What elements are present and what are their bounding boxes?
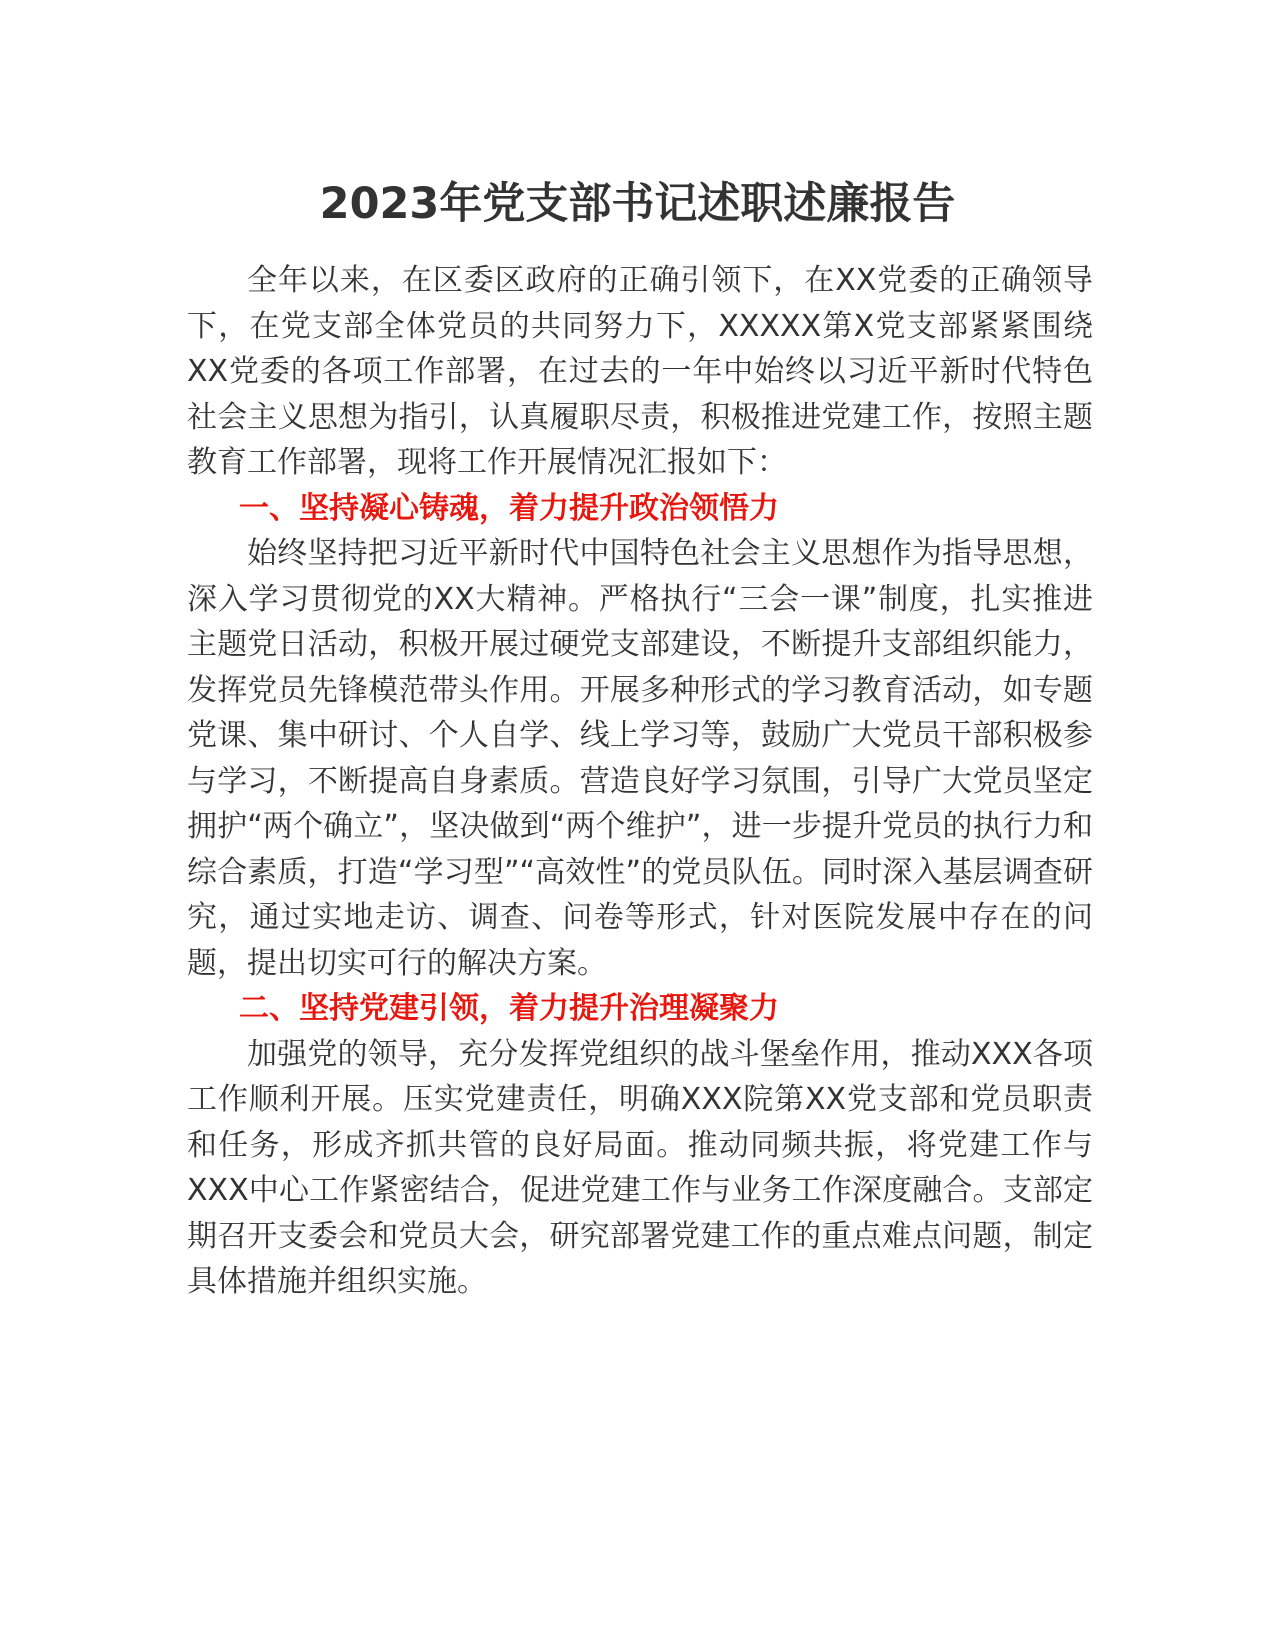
section-heading-1: 一、坚持凝心铸魂，着力提升政治领悟力 xyxy=(239,490,779,526)
section-heading-2: 二、坚持党建引领，着力提升治理凝聚力 xyxy=(239,991,779,1026)
section-paragraph-1: 始终坚持把习近平新时代中国特色社会主义思想作为指导思想，深入学习贯彻党的XX大精神。严格执行“三会一课”制度，扎实推进主题党日活动，积极开展过硬党支部建设，不断提升支部组织能力，发挥党员先锋模范带头作用。开展多种形式的学习教育活动，如专题党课、集中研讨、个人自学、线上学习等，鼓励广大党员干部积极参与学习，不断提高自身素质。营造良好学习氛围，引导广大党员坚定拥护“两个确立”，坚决做到“两个维护”，进一步提升党员的执行力和综合素质，打造“学习型”“高效性”的党员队伍。同时深入基层调查研究，通过实地走访、调查、问卷等形式，针对医院发展中存在的问题，提出切实可行的解决方案。 xyxy=(187,536,1093,981)
section-paragraph-2: 加强党的领导，充分发挥党组织的战斗堡垒作用，推动XXX各项工作顺利开展。压实党建责任，明确XXX院第XX党支部和党员职责和任务，形成齐抓共管的良好局面。推动同频共振，将党建工作与XXX中心工作紧密结合，促进党建工作与业务工作深度融合。支部定期召开支委会和党员大会，研究部署党建工作的重点难点问题，制定具体措施并组织实施。 xyxy=(187,1036,1093,1299)
document-body xyxy=(187,258,1093,1305)
document-title: 2023年党支部书记述职述廉报告 xyxy=(319,179,956,229)
intro-paragraph: 全年以来，在区委区政府的正确引领下，在XX党委的正确领导下，在党支部全体党员的共同努力下，XXXXX第X党支部紧紧围绕XX党委的各项工作部署，在过去的一年中始终以习近平新时代特色社会主义思想为指引，认真履职尽责，积极推进党建工作，按照主题教育工作部署，现将工作开展情况汇报如下： xyxy=(187,263,1093,480)
